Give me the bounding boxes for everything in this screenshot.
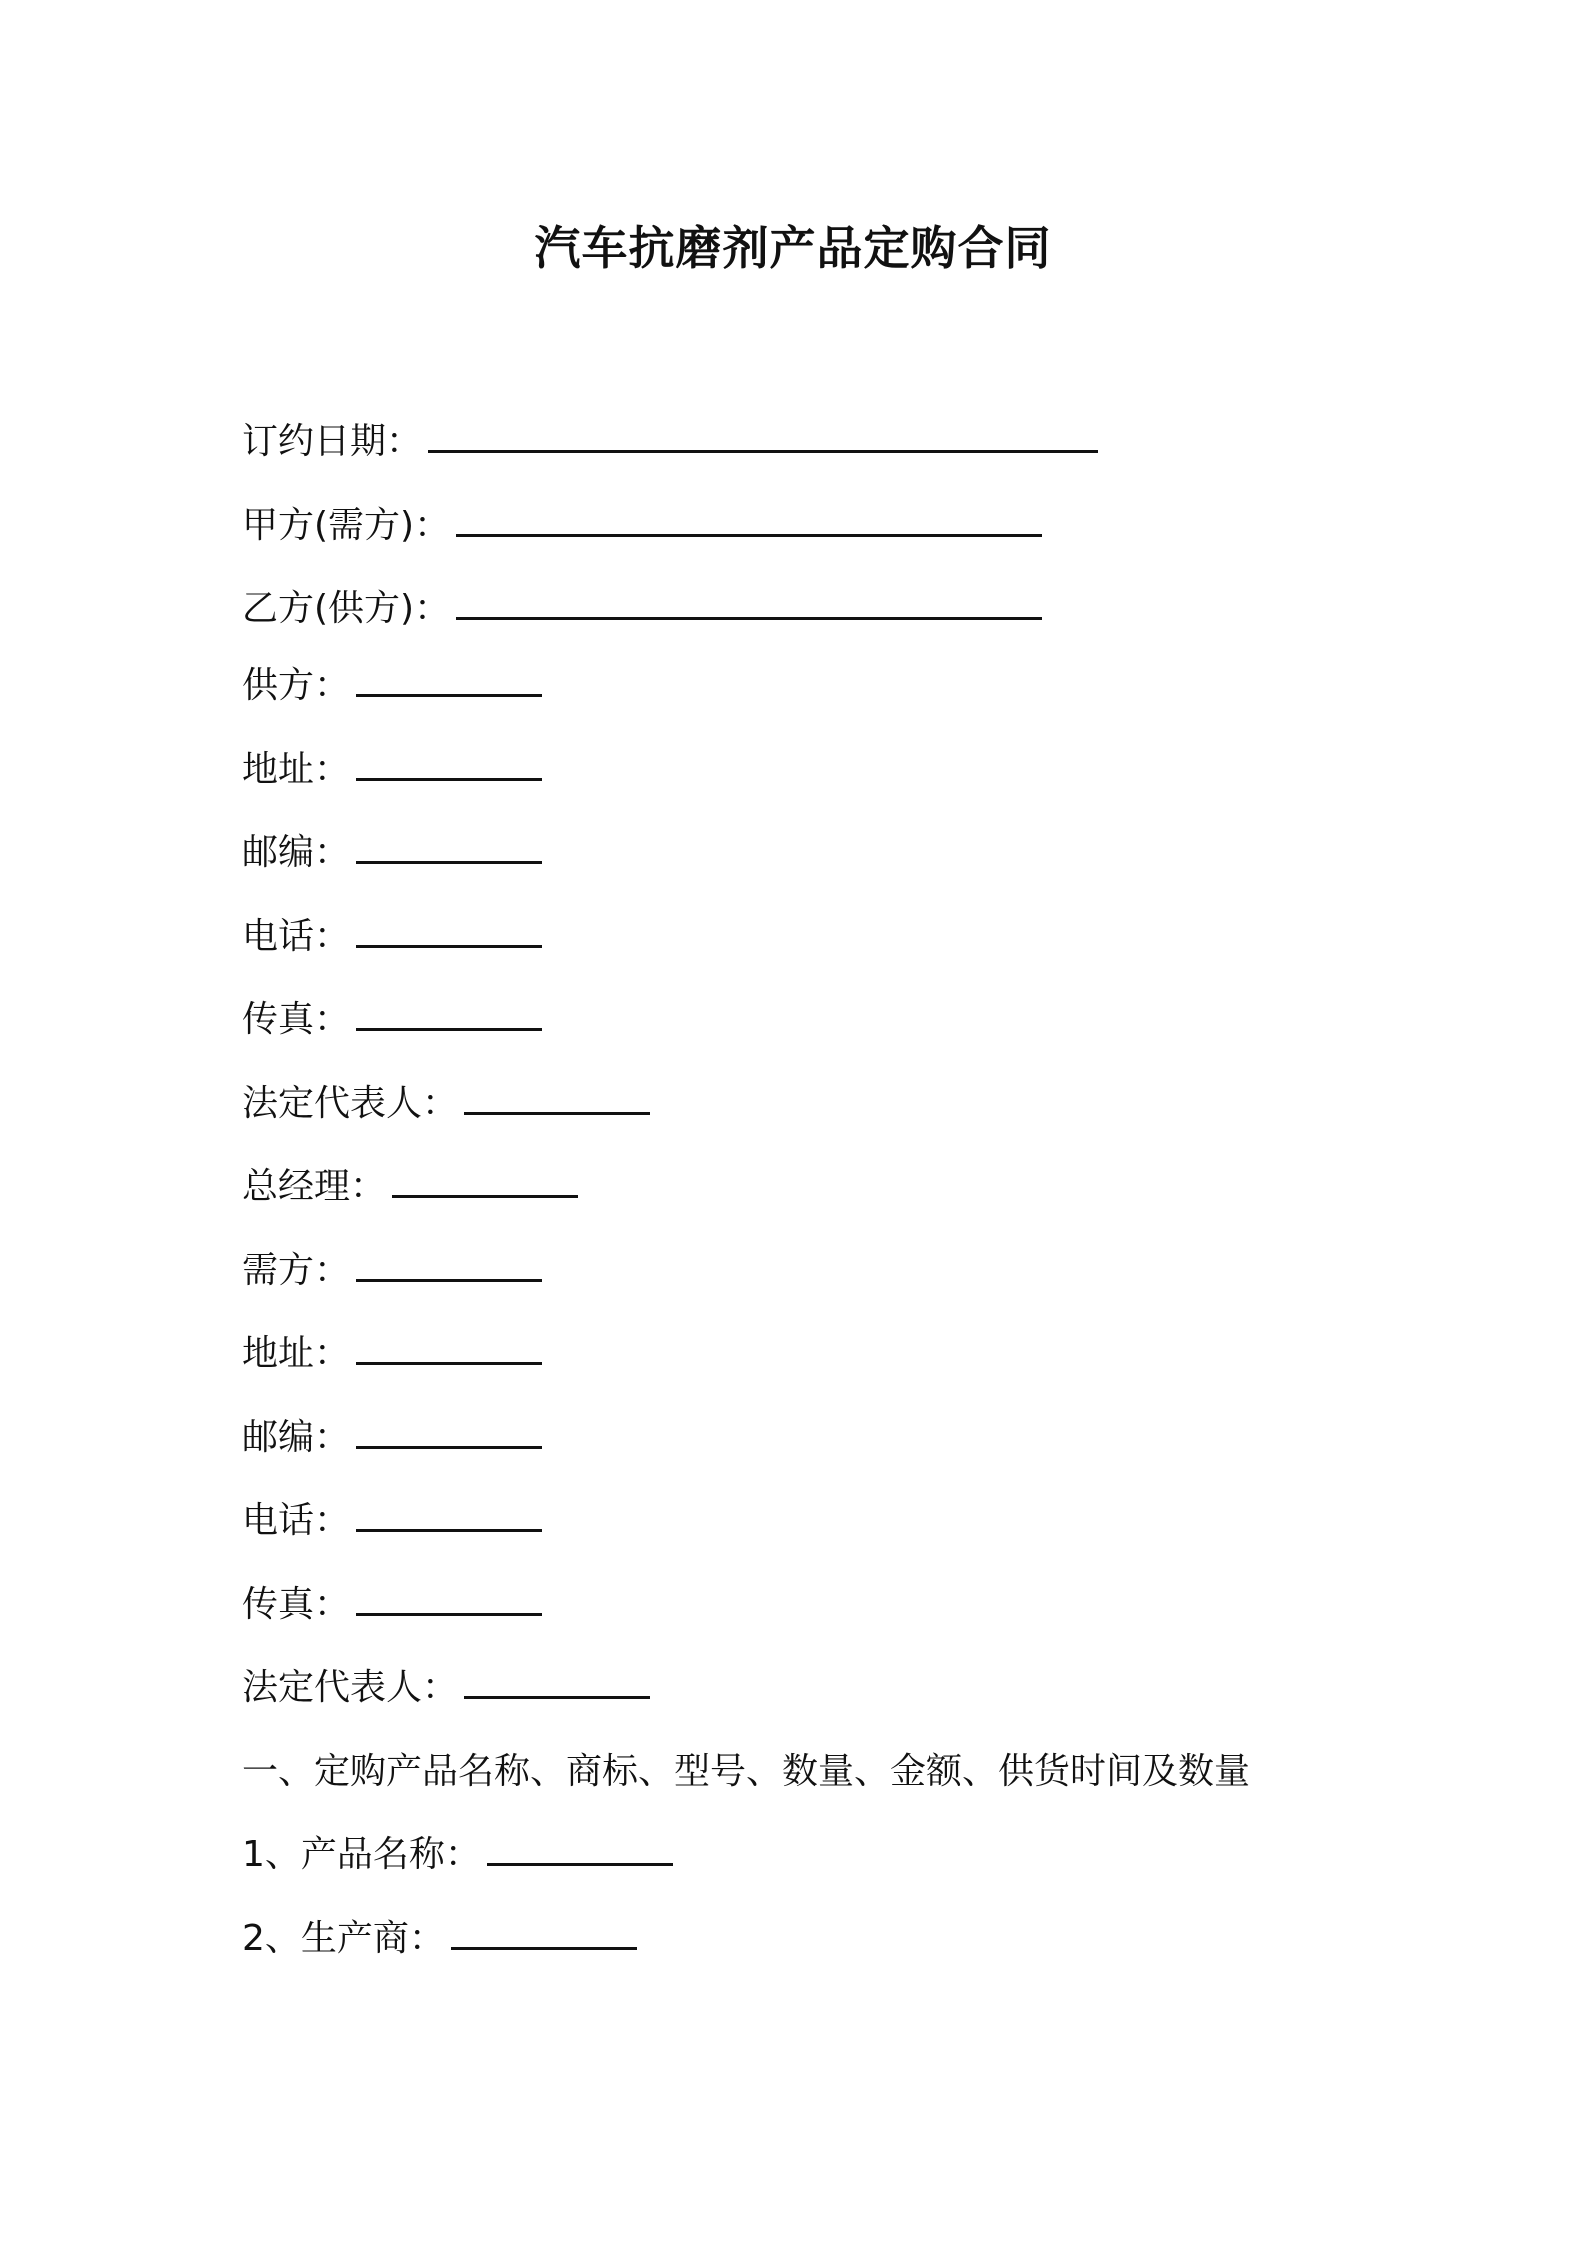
buyer-phone-label: 电话： [242, 1500, 351, 1541]
supplier-legal-rep-label: 法定代表人： [242, 1083, 459, 1124]
buyer-postcode-label: 邮编： [242, 1417, 351, 1458]
supplier-address-blank[interactable] [356, 748, 542, 781]
supplier-postcode-line [242, 829, 542, 877]
buyer-legal-rep-label: 法定代表人： [242, 1667, 459, 1708]
buyer-phone-blank[interactable] [356, 1499, 542, 1532]
manufacturer-line [242, 1915, 637, 1963]
party-b-label: 乙方(供方)： [242, 588, 451, 629]
buyer-legal-rep-line [242, 1664, 650, 1712]
product-name-blank[interactable] [487, 1833, 673, 1866]
product-name-line [242, 1831, 673, 1879]
section-1-heading [242, 1748, 1250, 1796]
supplier-fax-line [242, 996, 542, 1044]
supplier-postcode-label: 邮编： [242, 832, 351, 873]
supplier-address-line [242, 746, 542, 794]
party-a-label: 甲方(需方)： [242, 505, 451, 546]
supplier-fax-label: 传真： [242, 999, 351, 1040]
buyer-fax-label: 传真： [242, 1584, 351, 1625]
supplier-postcode-blank[interactable] [356, 831, 542, 864]
buyer-line [242, 1247, 542, 1295]
signing-date-label: 订约日期： [242, 421, 423, 462]
supplier-phone-label: 电话： [242, 916, 351, 957]
supplier-blank[interactable] [356, 664, 542, 697]
party-a-line [242, 502, 1042, 550]
buyer-postcode-line [242, 1414, 542, 1462]
buyer-postcode-blank[interactable] [356, 1416, 542, 1449]
buyer-address-line [242, 1330, 542, 1378]
section-1-heading-text: 一、定购产品名称、商标、型号、数量、金额、供货时间及数量 [242, 1751, 1251, 1792]
signing-date-line [242, 418, 1098, 466]
supplier-phone-line [242, 913, 542, 961]
party-b-line [242, 585, 1042, 633]
buyer-phone-line [242, 1497, 542, 1545]
supplier-label: 供方： [242, 665, 351, 706]
product-name-label: 1、产品名称： [242, 1834, 481, 1875]
document-title: 汽车抗磨剂产品定购合同 [534, 221, 1052, 275]
supplier-legal-rep-blank[interactable] [464, 1082, 650, 1115]
supplier-line [242, 662, 542, 710]
buyer-fax-line [242, 1581, 542, 1629]
manufacturer-blank[interactable] [451, 1917, 637, 1950]
buyer-legal-rep-blank[interactable] [464, 1666, 650, 1699]
general-manager-label: 总经理： [242, 1166, 387, 1207]
buyer-fax-blank[interactable] [356, 1583, 542, 1616]
buyer-address-blank[interactable] [356, 1332, 542, 1365]
general-manager-line [242, 1163, 578, 1211]
buyer-address-label: 地址： [242, 1333, 351, 1374]
supplier-fax-blank[interactable] [356, 998, 542, 1031]
buyer-label: 需方： [242, 1250, 351, 1291]
supplier-address-label: 地址： [242, 749, 351, 790]
party-b-blank[interactable] [456, 587, 1042, 620]
party-a-blank[interactable] [456, 504, 1042, 537]
buyer-blank[interactable] [356, 1249, 542, 1282]
supplier-legal-rep-line [242, 1080, 650, 1128]
signing-date-blank[interactable] [428, 420, 1098, 453]
supplier-phone-blank[interactable] [356, 915, 542, 948]
manufacturer-label: 2、生产商： [242, 1918, 445, 1959]
general-manager-blank[interactable] [392, 1165, 578, 1198]
